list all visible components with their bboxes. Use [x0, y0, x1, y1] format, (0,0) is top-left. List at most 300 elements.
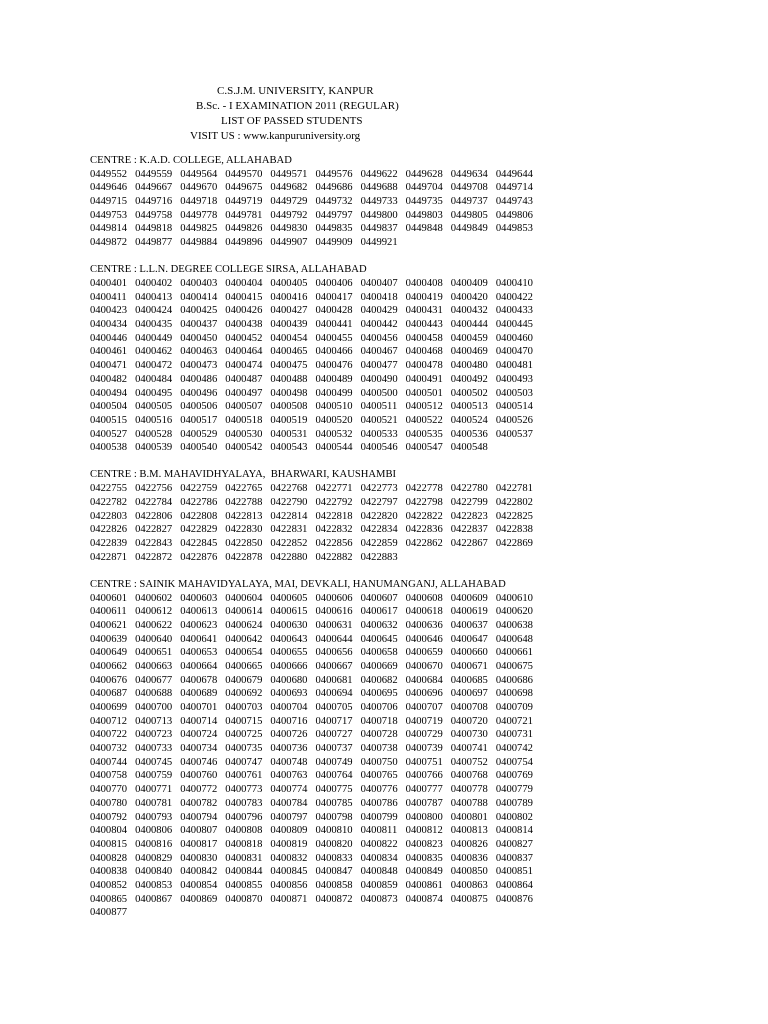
roll-number: 0400445 — [495, 319, 533, 331]
roll-number: 0400784 — [270, 797, 308, 809]
roll-number: 0400640 — [135, 633, 173, 645]
roll-number: 0400439 — [270, 319, 308, 331]
roll-number: 0400686 — [495, 674, 533, 686]
roll-number: 0400739 — [405, 743, 443, 755]
roll-number-row — [90, 824, 550, 838]
roll-number: 0422882 — [315, 551, 353, 563]
roll-number-row — [90, 838, 550, 852]
roll-number: 0400837 — [495, 852, 533, 864]
roll-number: 0400501 — [405, 387, 443, 399]
centre-section — [90, 263, 550, 455]
roll-number: 0400474 — [225, 360, 263, 372]
roll-number: 0400489 — [315, 373, 353, 385]
roll-number: 0400609 — [450, 592, 488, 604]
roll-number: 0400464 — [225, 346, 263, 358]
roll-number: 0400488 — [270, 373, 308, 385]
roll-number: 0449733 — [360, 196, 398, 208]
roll-number: 0400688 — [135, 688, 173, 700]
roll-number: 0400630 — [270, 619, 308, 631]
roll-number: 0400751 — [405, 756, 443, 768]
roll-number: 0400831 — [225, 852, 263, 864]
roll-number: 0400685 — [450, 674, 488, 686]
roll-number: 0422871 — [90, 551, 128, 563]
roll-number: 0449909 — [315, 237, 353, 249]
roll-number: 0422839 — [90, 537, 128, 549]
roll-number: 0400427 — [270, 305, 308, 317]
roll-number: 0400435 — [135, 319, 173, 331]
roll-number: 0400828 — [90, 852, 128, 864]
roll-number: 0422852 — [270, 537, 308, 549]
roll-number: 0400724 — [180, 729, 218, 741]
roll-number: 0400507 — [225, 401, 263, 413]
roll-number: 0400714 — [180, 715, 218, 727]
roll-number: 0449708 — [450, 182, 488, 194]
roll-number: 0400527 — [90, 428, 128, 440]
roll-number: 0449576 — [315, 168, 353, 180]
roll-number: 0449814 — [90, 223, 128, 235]
roll-number: 0400855 — [225, 879, 263, 891]
roll-number: 0400744 — [90, 756, 128, 768]
roll-number: 0400401 — [90, 278, 128, 290]
roll-number-row — [90, 674, 550, 688]
roll-number: 0422880 — [270, 551, 308, 563]
roll-number: 0400511 — [360, 401, 398, 413]
roll-number: 0400826 — [450, 838, 488, 850]
roll-number: 0400809 — [270, 825, 308, 837]
roll-number: 0422826 — [90, 524, 128, 536]
roll-number: 0449686 — [315, 182, 353, 194]
roll-number: 0449803 — [405, 209, 443, 221]
roll-number: 0400546 — [360, 442, 398, 454]
roll-number: 0400637 — [450, 619, 488, 631]
roll-number: 0422788 — [225, 496, 263, 508]
roll-number: 0400663 — [135, 660, 173, 672]
roll-number: 0422808 — [180, 510, 218, 522]
roll-number: 0400538 — [90, 442, 128, 454]
roll-number: 0400763 — [270, 770, 308, 782]
result-sections — [90, 154, 550, 934]
roll-number: 0449646 — [90, 182, 128, 194]
roll-number: 0400522 — [405, 414, 443, 426]
roll-number-row — [90, 906, 550, 920]
roll-number: 0422813 — [225, 510, 263, 522]
roll-number-row — [90, 345, 550, 359]
roll-number: 0400736 — [270, 743, 308, 755]
roll-number: 0400648 — [495, 633, 533, 645]
roll-number: 0400777 — [405, 784, 443, 796]
roll-number: 0400799 — [360, 811, 398, 823]
roll-number: 0400539 — [135, 442, 173, 454]
roll-number: 0400732 — [90, 743, 128, 755]
roll-number: 0400529 — [180, 428, 218, 440]
roll-number-row — [90, 277, 550, 291]
roll-number: 0422872 — [135, 551, 173, 563]
roll-number: 0400729 — [405, 729, 443, 741]
roll-number: 0422867 — [450, 537, 488, 549]
roll-number: 0400547 — [405, 442, 443, 454]
roll-number: 0400823 — [405, 838, 443, 850]
roll-number: 0400528 — [135, 428, 173, 440]
roll-number: 0400472 — [135, 360, 173, 372]
roll-number: 0400645 — [360, 633, 398, 645]
roll-number: 0422827 — [135, 524, 173, 536]
roll-number: 0400793 — [135, 811, 173, 823]
roll-number: 0400792 — [90, 811, 128, 823]
roll-number: 0400858 — [315, 879, 353, 891]
roll-number: 0400765 — [360, 770, 398, 782]
roll-number: 0400665 — [225, 660, 263, 672]
roll-number: 0400475 — [270, 360, 308, 372]
roll-number: 0400699 — [90, 702, 128, 713]
roll-number: 0400530 — [225, 428, 263, 440]
roll-number: 0400698 — [495, 688, 533, 700]
roll-number: 0422759 — [180, 483, 218, 495]
roll-number: 0400769 — [495, 770, 533, 782]
roll-number: 0449778 — [180, 209, 218, 221]
roll-number: 0400462 — [135, 346, 173, 358]
roll-number: 0400414 — [180, 291, 218, 303]
roll-number: 0400452 — [225, 332, 263, 344]
roll-number: 0400659 — [405, 647, 443, 659]
roll-number: 0449688 — [360, 182, 398, 194]
roll-number: 0400827 — [495, 838, 533, 850]
roll-number: 0400703 — [225, 702, 263, 713]
roll-number: 0449884 — [180, 237, 218, 249]
roll-number: 0400705 — [315, 702, 353, 713]
roll-number: 0422802 — [495, 496, 533, 508]
roll-number-row — [90, 209, 550, 223]
roll-number: 0400615 — [270, 606, 308, 618]
roll-number-row — [90, 592, 550, 606]
roll-number: 0400617 — [360, 606, 398, 618]
roll-number: 0400679 — [225, 674, 263, 686]
roll-number: 0400819 — [270, 838, 308, 850]
roll-number: 0400631 — [315, 619, 353, 631]
roll-number: 0400426 — [225, 305, 263, 317]
roll-number: 0400504 — [90, 401, 128, 413]
roll-number: 0400642 — [225, 633, 263, 645]
roll-number: 0400532 — [315, 428, 353, 440]
roll-number: 0400761 — [225, 770, 263, 782]
roll-number: 0400768 — [450, 770, 488, 782]
roll-number: 0400620 — [495, 606, 533, 618]
roll-number: 0400486 — [180, 373, 218, 385]
roll-number: 0422768 — [270, 483, 308, 495]
roll-number: 0400833 — [315, 852, 353, 864]
roll-number: 0400750 — [360, 756, 398, 768]
roll-number: 0400781 — [135, 797, 173, 809]
roll-number: 0400810 — [315, 825, 353, 837]
roll-number-row — [90, 400, 550, 414]
roll-number: 0422755 — [90, 483, 128, 495]
roll-number: 0449718 — [180, 196, 218, 208]
roll-number: 0400775 — [315, 784, 353, 796]
roll-number: 0400779 — [495, 784, 533, 796]
roll-number: 0400713 — [135, 715, 173, 727]
roll-number: 0400480 — [450, 360, 488, 372]
roll-number: 0400745 — [135, 756, 173, 768]
roll-number: 0400700 — [135, 702, 173, 713]
roll-number: 0400536 — [450, 428, 488, 440]
roll-number: 0400783 — [225, 797, 263, 809]
roll-number: 0422765 — [225, 483, 263, 495]
roll-number: 0400760 — [180, 770, 218, 782]
roll-number: 0400491 — [405, 373, 443, 385]
roll-number: 0449849 — [450, 223, 488, 235]
roll-number: 0422803 — [90, 510, 128, 522]
roll-number: 0449735 — [405, 196, 443, 208]
roll-number: 0400738 — [360, 743, 398, 755]
roll-number: 0449826 — [225, 223, 263, 235]
roll-number: 0400715 — [225, 715, 263, 727]
roll-number-row — [90, 428, 550, 442]
roll-number: 0400720 — [450, 715, 488, 727]
roll-number-row — [90, 646, 550, 660]
roll-number: 0400850 — [450, 866, 488, 878]
roll-number: 0400446 — [90, 332, 128, 344]
roll-number: 0400876 — [495, 893, 533, 905]
roll-number: 0400764 — [315, 770, 353, 782]
roll-number: 0449753 — [90, 209, 128, 221]
roll-number: 0400658 — [360, 647, 398, 659]
roll-number: 0400704 — [270, 702, 308, 713]
roll-number: 0400786 — [360, 797, 398, 809]
roll-number: 0400636 — [405, 619, 443, 631]
roll-number-row — [90, 783, 550, 797]
roll-number: 0400782 — [180, 797, 218, 809]
roll-number: 0400737 — [315, 743, 353, 755]
roll-number: 0422834 — [360, 524, 398, 536]
roll-number-row — [90, 687, 550, 701]
roll-number-row — [90, 236, 550, 250]
roll-number: 0400542 — [225, 442, 263, 454]
roll-number: 0400748 — [270, 756, 308, 768]
roll-number: 0449719 — [225, 196, 263, 208]
roll-number: 0400423 — [90, 305, 128, 317]
roll-number: 0400678 — [180, 674, 218, 686]
roll-number: 0400537 — [495, 428, 533, 440]
roll-number: 0449805 — [450, 209, 488, 221]
roll-number: 0400734 — [180, 743, 218, 755]
roll-number: 0400490 — [360, 373, 398, 385]
roll-number: 0400521 — [360, 414, 398, 426]
roll-number: 0422797 — [360, 496, 398, 508]
roll-number: 0422832 — [315, 524, 353, 536]
roll-number: 0422830 — [225, 524, 263, 536]
roll-number: 0400838 — [90, 866, 128, 878]
roll-number: 0400402 — [135, 278, 173, 290]
roll-number-row — [90, 701, 550, 715]
roll-number-row — [90, 619, 550, 633]
roll-number: 0400780 — [90, 797, 128, 809]
roll-number: 0400820 — [315, 838, 353, 850]
roll-number: 0400604 — [225, 592, 263, 604]
roll-number: 0400455 — [315, 332, 353, 344]
roll-number: 0400852 — [90, 879, 128, 891]
exam-title: B.Sc. - I EXAMINATION 2011 (REGULAR) — [196, 100, 399, 112]
roll-number: 0400606 — [315, 592, 353, 604]
roll-number: 0400842 — [180, 866, 218, 878]
roll-number: 0400712 — [90, 715, 128, 727]
roll-number: 0400785 — [315, 797, 353, 809]
roll-number: 0449564 — [180, 168, 218, 180]
roll-number: 0400519 — [270, 414, 308, 426]
roll-number: 0400671 — [450, 660, 488, 672]
roll-number: 0422784 — [135, 496, 173, 508]
roll-number-row — [90, 715, 550, 729]
roll-number: 0400787 — [405, 797, 443, 809]
roll-number: 0400449 — [135, 332, 173, 344]
roll-number: 0400470 — [495, 346, 533, 358]
roll-number: 0400746 — [180, 756, 218, 768]
roll-number: 0449837 — [360, 223, 398, 235]
roll-number: 0422773 — [360, 483, 398, 495]
roll-number: 0422822 — [405, 510, 443, 522]
roll-number: 0400849 — [405, 866, 443, 878]
roll-number: 0400854 — [180, 879, 218, 891]
roll-number: 0400494 — [90, 387, 128, 399]
roll-number: 0400696 — [405, 688, 443, 700]
roll-number: 0400749 — [315, 756, 353, 768]
roll-number: 0400747 — [225, 756, 263, 768]
roll-number: 0400515 — [90, 414, 128, 426]
roll-number-row — [90, 879, 550, 893]
roll-number: 0400723 — [135, 729, 173, 741]
roll-number: 0400463 — [180, 346, 218, 358]
roll-number: 0400680 — [270, 674, 308, 686]
roll-number: 0422790 — [270, 496, 308, 508]
roll-number: 0422780 — [450, 483, 488, 495]
roll-number: 0400875 — [450, 893, 488, 905]
roll-number: 0400644 — [315, 633, 353, 645]
roll-number: 0400416 — [270, 291, 308, 303]
roll-number: 0400602 — [135, 592, 173, 604]
roll-number: 0400535 — [405, 428, 443, 440]
roll-number: 0400429 — [360, 305, 398, 317]
roll-number-row — [90, 742, 550, 756]
roll-number: 0400614 — [225, 606, 263, 618]
roll-number: 0400811 — [360, 825, 398, 837]
roll-number: 0400656 — [315, 647, 353, 659]
roll-number: 0449877 — [135, 237, 173, 249]
roll-number: 0449715 — [90, 196, 128, 208]
roll-number: 0400806 — [135, 825, 173, 837]
roll-number: 0400735 — [225, 743, 263, 755]
roll-number: 0449830 — [270, 223, 308, 235]
roll-number: 0400441 — [315, 319, 353, 331]
roll-number: 0400432 — [450, 305, 488, 317]
roll-number: 0449818 — [135, 223, 173, 235]
roll-number: 0400433 — [495, 305, 533, 317]
roll-number: 0400498 — [270, 387, 308, 399]
roll-number: 0400417 — [315, 291, 353, 303]
roll-number: 0449704 — [405, 182, 443, 194]
roll-number: 0400778 — [450, 784, 488, 796]
roll-number: 0400676 — [90, 674, 128, 686]
roll-number: 0449570 — [225, 168, 263, 180]
roll-number: 0400725 — [225, 729, 263, 741]
roll-number: 0422806 — [135, 510, 173, 522]
roll-number: 0400422 — [495, 291, 533, 303]
roll-number: 0400770 — [90, 784, 128, 796]
roll-number: 0400458 — [405, 332, 443, 344]
roll-number: 0400669 — [360, 660, 398, 672]
roll-number: 0449622 — [360, 168, 398, 180]
roll-number: 0400506 — [180, 401, 218, 413]
roll-number: 0400870 — [225, 893, 263, 905]
roll-number: 0400677 — [135, 674, 173, 686]
roll-number: 0400681 — [315, 674, 353, 686]
roll-number: 0422859 — [360, 537, 398, 549]
roll-number: 0422825 — [495, 510, 533, 522]
roll-number: 0449729 — [270, 196, 308, 208]
roll-number: 0422798 — [405, 496, 443, 508]
roll-number: 0422838 — [495, 524, 533, 536]
roll-number: 0400481 — [495, 360, 533, 372]
roll-number: 0400845 — [270, 866, 308, 878]
roll-number: 0400653 — [180, 647, 218, 659]
roll-number-row — [90, 291, 550, 305]
roll-number-row — [90, 318, 550, 332]
list-title: LIST OF PASSED STUDENTS — [221, 115, 363, 127]
roll-number: 0400877 — [90, 907, 128, 919]
roll-number: 0400660 — [450, 647, 488, 659]
centre-heading: CENTRE : B.M. MAHAVIDHYALAYA, BHARWARI, KAUSHAMBI — [90, 469, 397, 481]
roll-number: 0449825 — [180, 223, 218, 235]
roll-number: 0400487 — [225, 373, 263, 385]
roll-number: 0422850 — [225, 537, 263, 549]
roll-number: 0400415 — [225, 291, 263, 303]
roll-number: 0400721 — [495, 715, 533, 727]
university-name: C.S.J.M. UNIVERSITY, KANPUR — [217, 85, 374, 97]
roll-number-row — [90, 168, 550, 182]
roll-number: 0400408 — [405, 278, 443, 290]
roll-number: 0400797 — [270, 811, 308, 823]
roll-number: 0400646 — [405, 633, 443, 645]
roll-number: 0400477 — [360, 360, 398, 372]
roll-number: 0400772 — [180, 784, 218, 796]
roll-number: 0400708 — [450, 702, 488, 713]
roll-number: 0400520 — [315, 414, 353, 426]
roll-number: 0400621 — [90, 619, 128, 631]
roll-number: 0400428 — [315, 305, 353, 317]
roll-number: 0449667 — [135, 182, 173, 194]
roll-number: 0400834 — [360, 852, 398, 864]
roll-number: 0400773 — [225, 784, 263, 796]
roll-number-row — [90, 769, 550, 783]
roll-number: 0400450 — [180, 332, 218, 344]
roll-number: 0400800 — [405, 811, 443, 823]
centre-heading: CENTRE : L.L.N. DEGREE COLLEGE SIRSA, ALLAHABAD — [90, 264, 367, 276]
roll-number: 0400548 — [450, 442, 488, 454]
centre-section — [90, 468, 550, 564]
roll-number: 0400859 — [360, 879, 398, 891]
roll-number: 0422771 — [315, 483, 353, 495]
roll-number: 0400516 — [135, 414, 173, 426]
roll-number-row — [90, 195, 550, 209]
roll-number: 0422823 — [450, 510, 488, 522]
roll-number: 0400675 — [495, 660, 533, 672]
centre-section — [90, 578, 550, 920]
roll-number: 0400684 — [405, 674, 443, 686]
roll-number: 0400802 — [495, 811, 533, 823]
roll-number: 0400861 — [405, 879, 443, 891]
roll-number: 0422837 — [450, 524, 488, 536]
roll-number: 0400818 — [225, 838, 263, 850]
roll-number: 0449714 — [495, 182, 533, 194]
centre-section — [90, 154, 550, 250]
roll-number: 0400473 — [180, 360, 218, 372]
